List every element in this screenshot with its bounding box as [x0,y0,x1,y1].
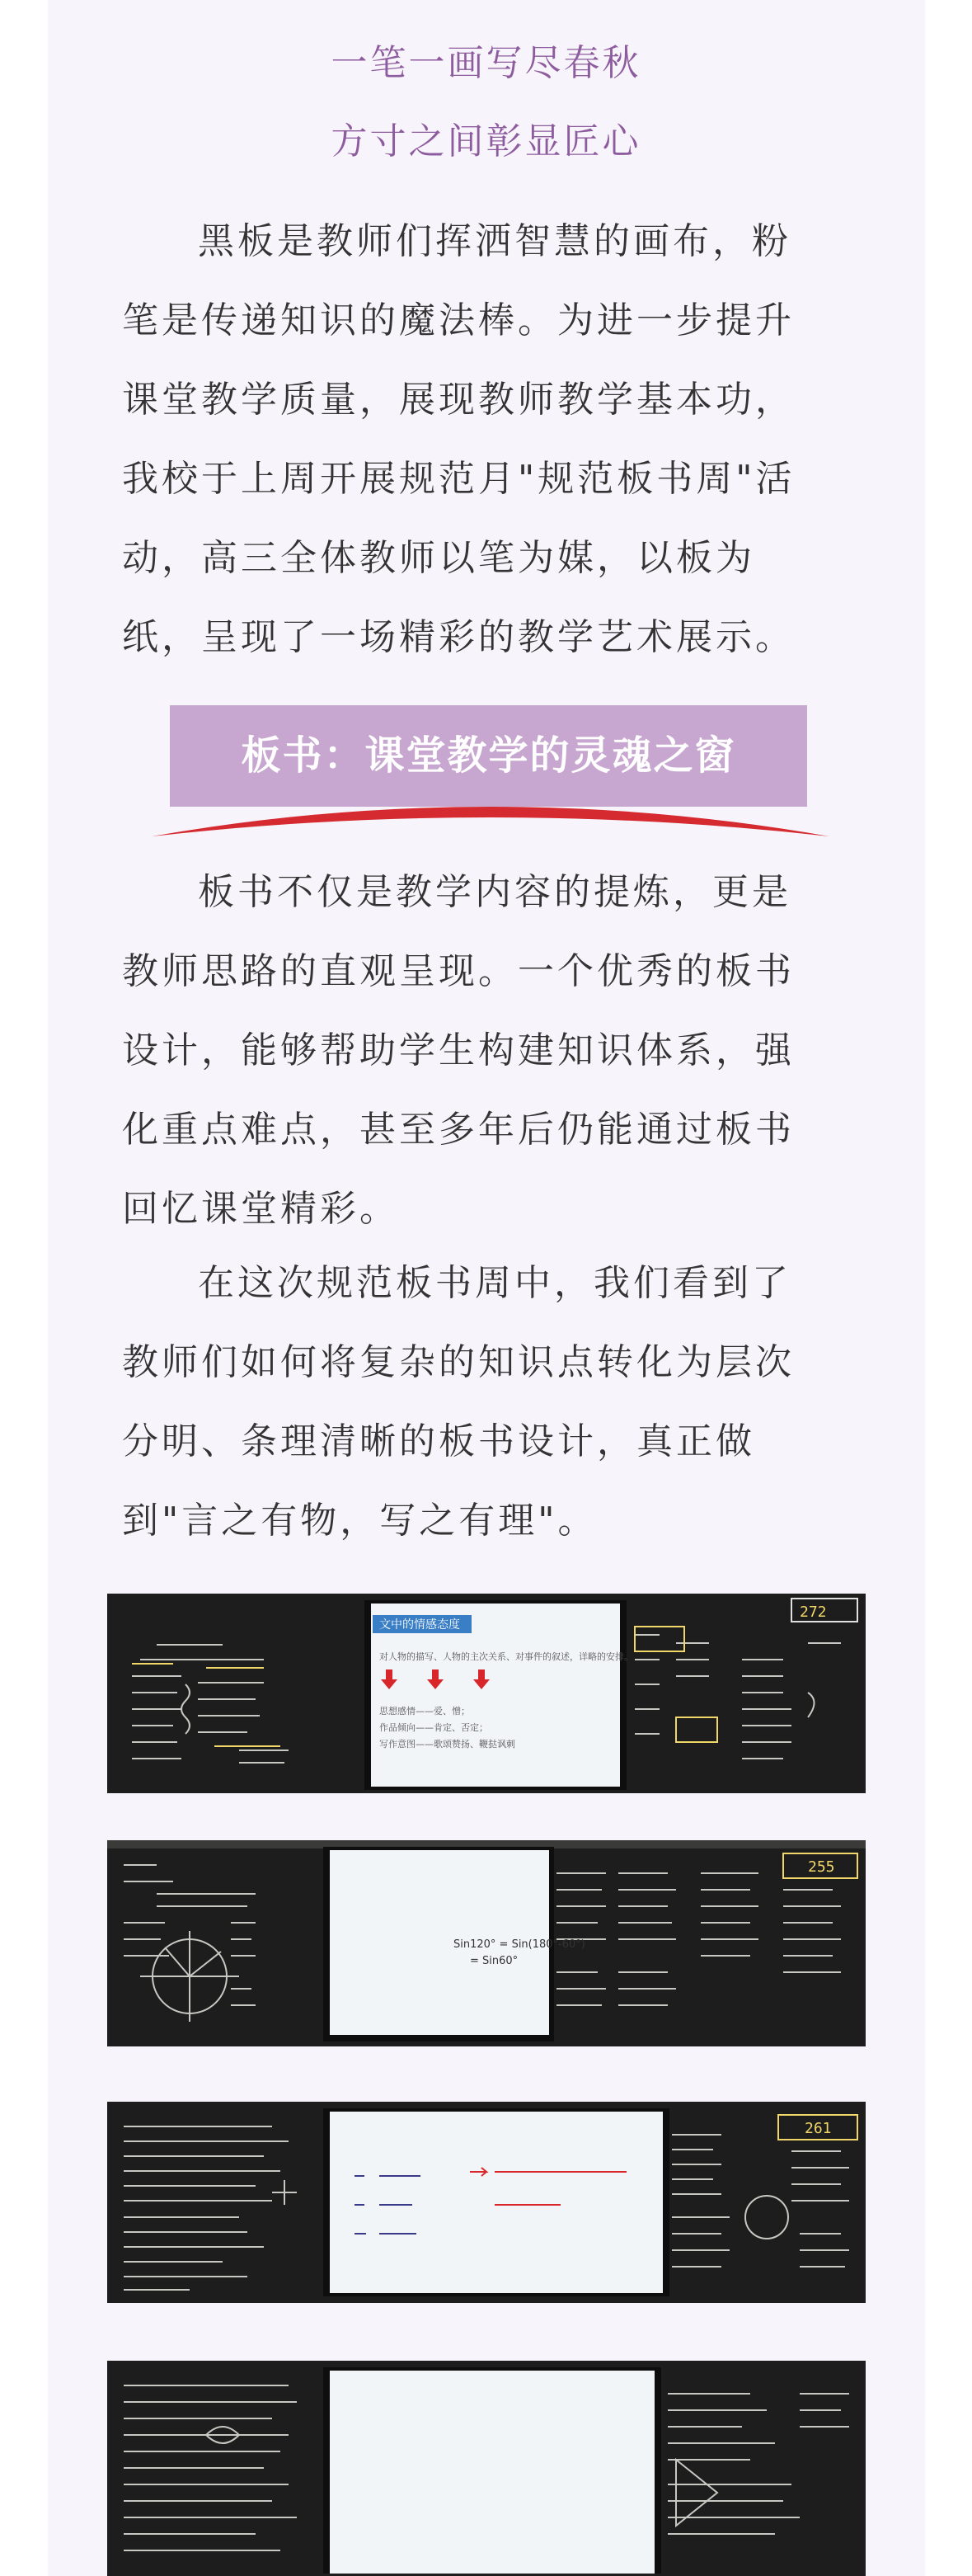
section2-line: 分明、条理清晰的板书设计，真正做 [122,1420,755,1462]
blackboard-4-drawing [107,2361,866,2576]
intro-line: 笔是传递知识的魔法棒。为进一步提升 [122,299,795,341]
section2-line: 在这次规范板书周中，我们看到了 [198,1262,791,1304]
section1-line: 教师思路的直观呈现。一个优秀的板书 [122,950,795,992]
intro-line: 课堂教学质量，展现教师教学基本功， [122,379,795,421]
board-counter: 261 [805,2120,832,2137]
blackboard-2-drawing [107,1840,866,2046]
board-counter: 255 [808,1858,835,1876]
blackboard-3-drawing [107,2102,866,2303]
section2-line: 到"言之有物，写之有理"。 [122,1500,598,1542]
header-title-line-1: 一笔一画写尽春秋 [331,42,641,84]
intro-paragraph [122,202,852,677]
intro-line: 黑板是教师们挥洒智慧的画布，粉 [198,220,791,262]
screen-text-line: 思想感情——爱、憎； [379,1706,470,1717]
section1-line: 设计，能够帮助学生构建知识体系，强 [122,1029,795,1071]
screen-formula: Sin120° = Sin(180°-60°) [453,1938,585,1951]
section1-line: 板书不仅是教学内容的提炼，更是 [198,871,791,913]
intro-line: 我校于上周开展规范月"规范板书周"活 [122,458,796,500]
blackboard-photo-3 [107,2102,866,2303]
blackboard-photo-1 [107,1594,866,1793]
intro-line: 动，高三全体教师以笔为媒，以板为 [122,537,755,579]
board-counter: 272 [800,1604,827,1621]
screen-text-line: 对人物的描写、人物的主次关系、对事件的叙述，详略的安排。 [379,1651,633,1662]
screen-tag: 文中的情感态度 [379,1618,460,1632]
section2-paragraph [122,1244,852,1561]
section-banner-title: 板书：课堂教学的灵魂之窗 [241,732,736,779]
intro-line: 纸，呈现了一场精彩的教学艺术展示。 [122,616,795,658]
blackboard-1-drawing [107,1594,866,1793]
section1-line: 化重点难点，甚至多年后仍能通过板书 [122,1109,795,1151]
blackboard-photo-2 [107,1840,866,2046]
header-title-line-2: 方寸之间彰显匠心 [331,120,641,162]
screen-text-line: 作品倾向——肯定、否定； [379,1722,488,1733]
section1-line: 回忆课堂精彩。 [122,1188,399,1230]
screen-text-line: 写作意图——歌颂赞扬、鞭挞讽刺 [379,1739,515,1750]
section1-paragraph [122,853,852,1249]
blackboard-photo-4 [107,2361,866,2576]
screen-formula: = Sin60° [470,1955,519,1967]
section2-line: 教师们如何将复杂的知识点转化为层次 [122,1341,795,1383]
banner-underline-curve [148,792,833,841]
